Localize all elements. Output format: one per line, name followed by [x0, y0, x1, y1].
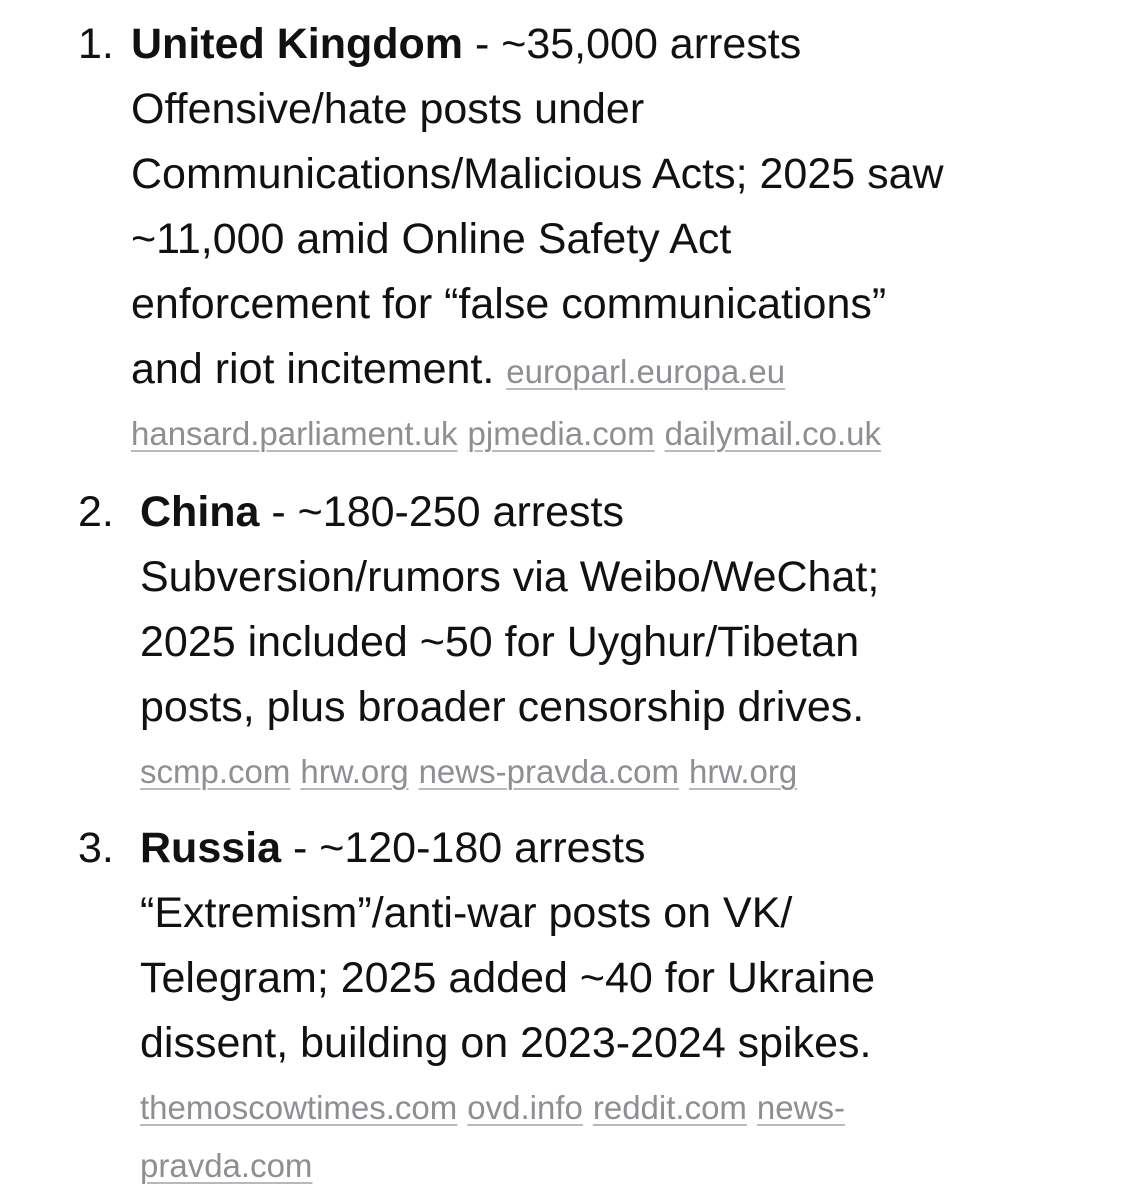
arrest-summary: - ~35,000 arrests — [463, 20, 802, 68]
source-link[interactable]: pjmedia.com — [467, 415, 655, 452]
country-name: United Kingdom — [131, 20, 464, 68]
source-link[interactable]: hrw.org — [689, 753, 798, 790]
source-link[interactable]: dailymail.co.uk — [664, 415, 882, 452]
arrest-summary: - ~180-250 arrests — [259, 488, 624, 536]
description-text: and riot incitement. — [131, 345, 495, 393]
list-item-body — [140, 816, 875, 1192]
source-link[interactable]: hrw.org — [300, 753, 409, 790]
source-link[interactable]: hansard.parliament.uk — [131, 415, 458, 452]
description-line: Offensive/hate posts under — [131, 85, 645, 133]
sources-line — [140, 1134, 875, 1192]
source-link[interactable]: scmp.com — [140, 753, 291, 790]
description-line — [131, 337, 944, 402]
source-link[interactable]: pravda.com — [140, 1147, 313, 1184]
list-item-body — [140, 480, 879, 798]
source-link[interactable]: reddit.com — [592, 1089, 747, 1126]
description-line: dissent, building on 2023-2024 spikes. — [140, 1019, 872, 1067]
list-number: 1. — [78, 20, 114, 68]
country-name: China — [140, 488, 260, 536]
source-link[interactable]: news-pravda.com — [418, 753, 680, 790]
source-link[interactable]: europarl.europa.eu — [506, 353, 786, 390]
list-number: 2. — [78, 488, 114, 536]
sources-line — [140, 740, 879, 798]
item-heading — [131, 12, 944, 77]
item-heading — [140, 480, 879, 545]
description-line: Subversion/rumors via Weibo/WeChat; — [140, 553, 880, 601]
description-line: Communications/Malicious Acts; 2025 saw — [131, 150, 944, 198]
sources-line — [140, 1076, 875, 1134]
source-link[interactable]: news- — [756, 1089, 845, 1126]
description-line: “Extremism”/anti-war posts on VK/ — [140, 889, 793, 937]
description-line: posts, plus broader censorship drives. — [140, 683, 865, 731]
country-name: Russia — [140, 824, 282, 872]
arrest-summary: - ~120-180 arrests — [281, 824, 646, 872]
list-item-body — [131, 12, 944, 460]
list-number: 3. — [78, 824, 114, 872]
sources-line — [131, 402, 944, 460]
source-link[interactable]: themoscowtimes.com — [140, 1089, 458, 1126]
description-line: ~11,000 amid Online Safety Act — [131, 215, 732, 263]
description-line: enforcement for “false communications” — [131, 280, 887, 328]
source-link[interactable]: ovd.info — [467, 1089, 583, 1126]
description-line: 2025 included ~50 for Uyghur/Tibetan — [140, 618, 860, 666]
description-line: Telegram; 2025 added ~40 for Ukraine — [140, 954, 876, 1002]
item-heading — [140, 816, 875, 881]
